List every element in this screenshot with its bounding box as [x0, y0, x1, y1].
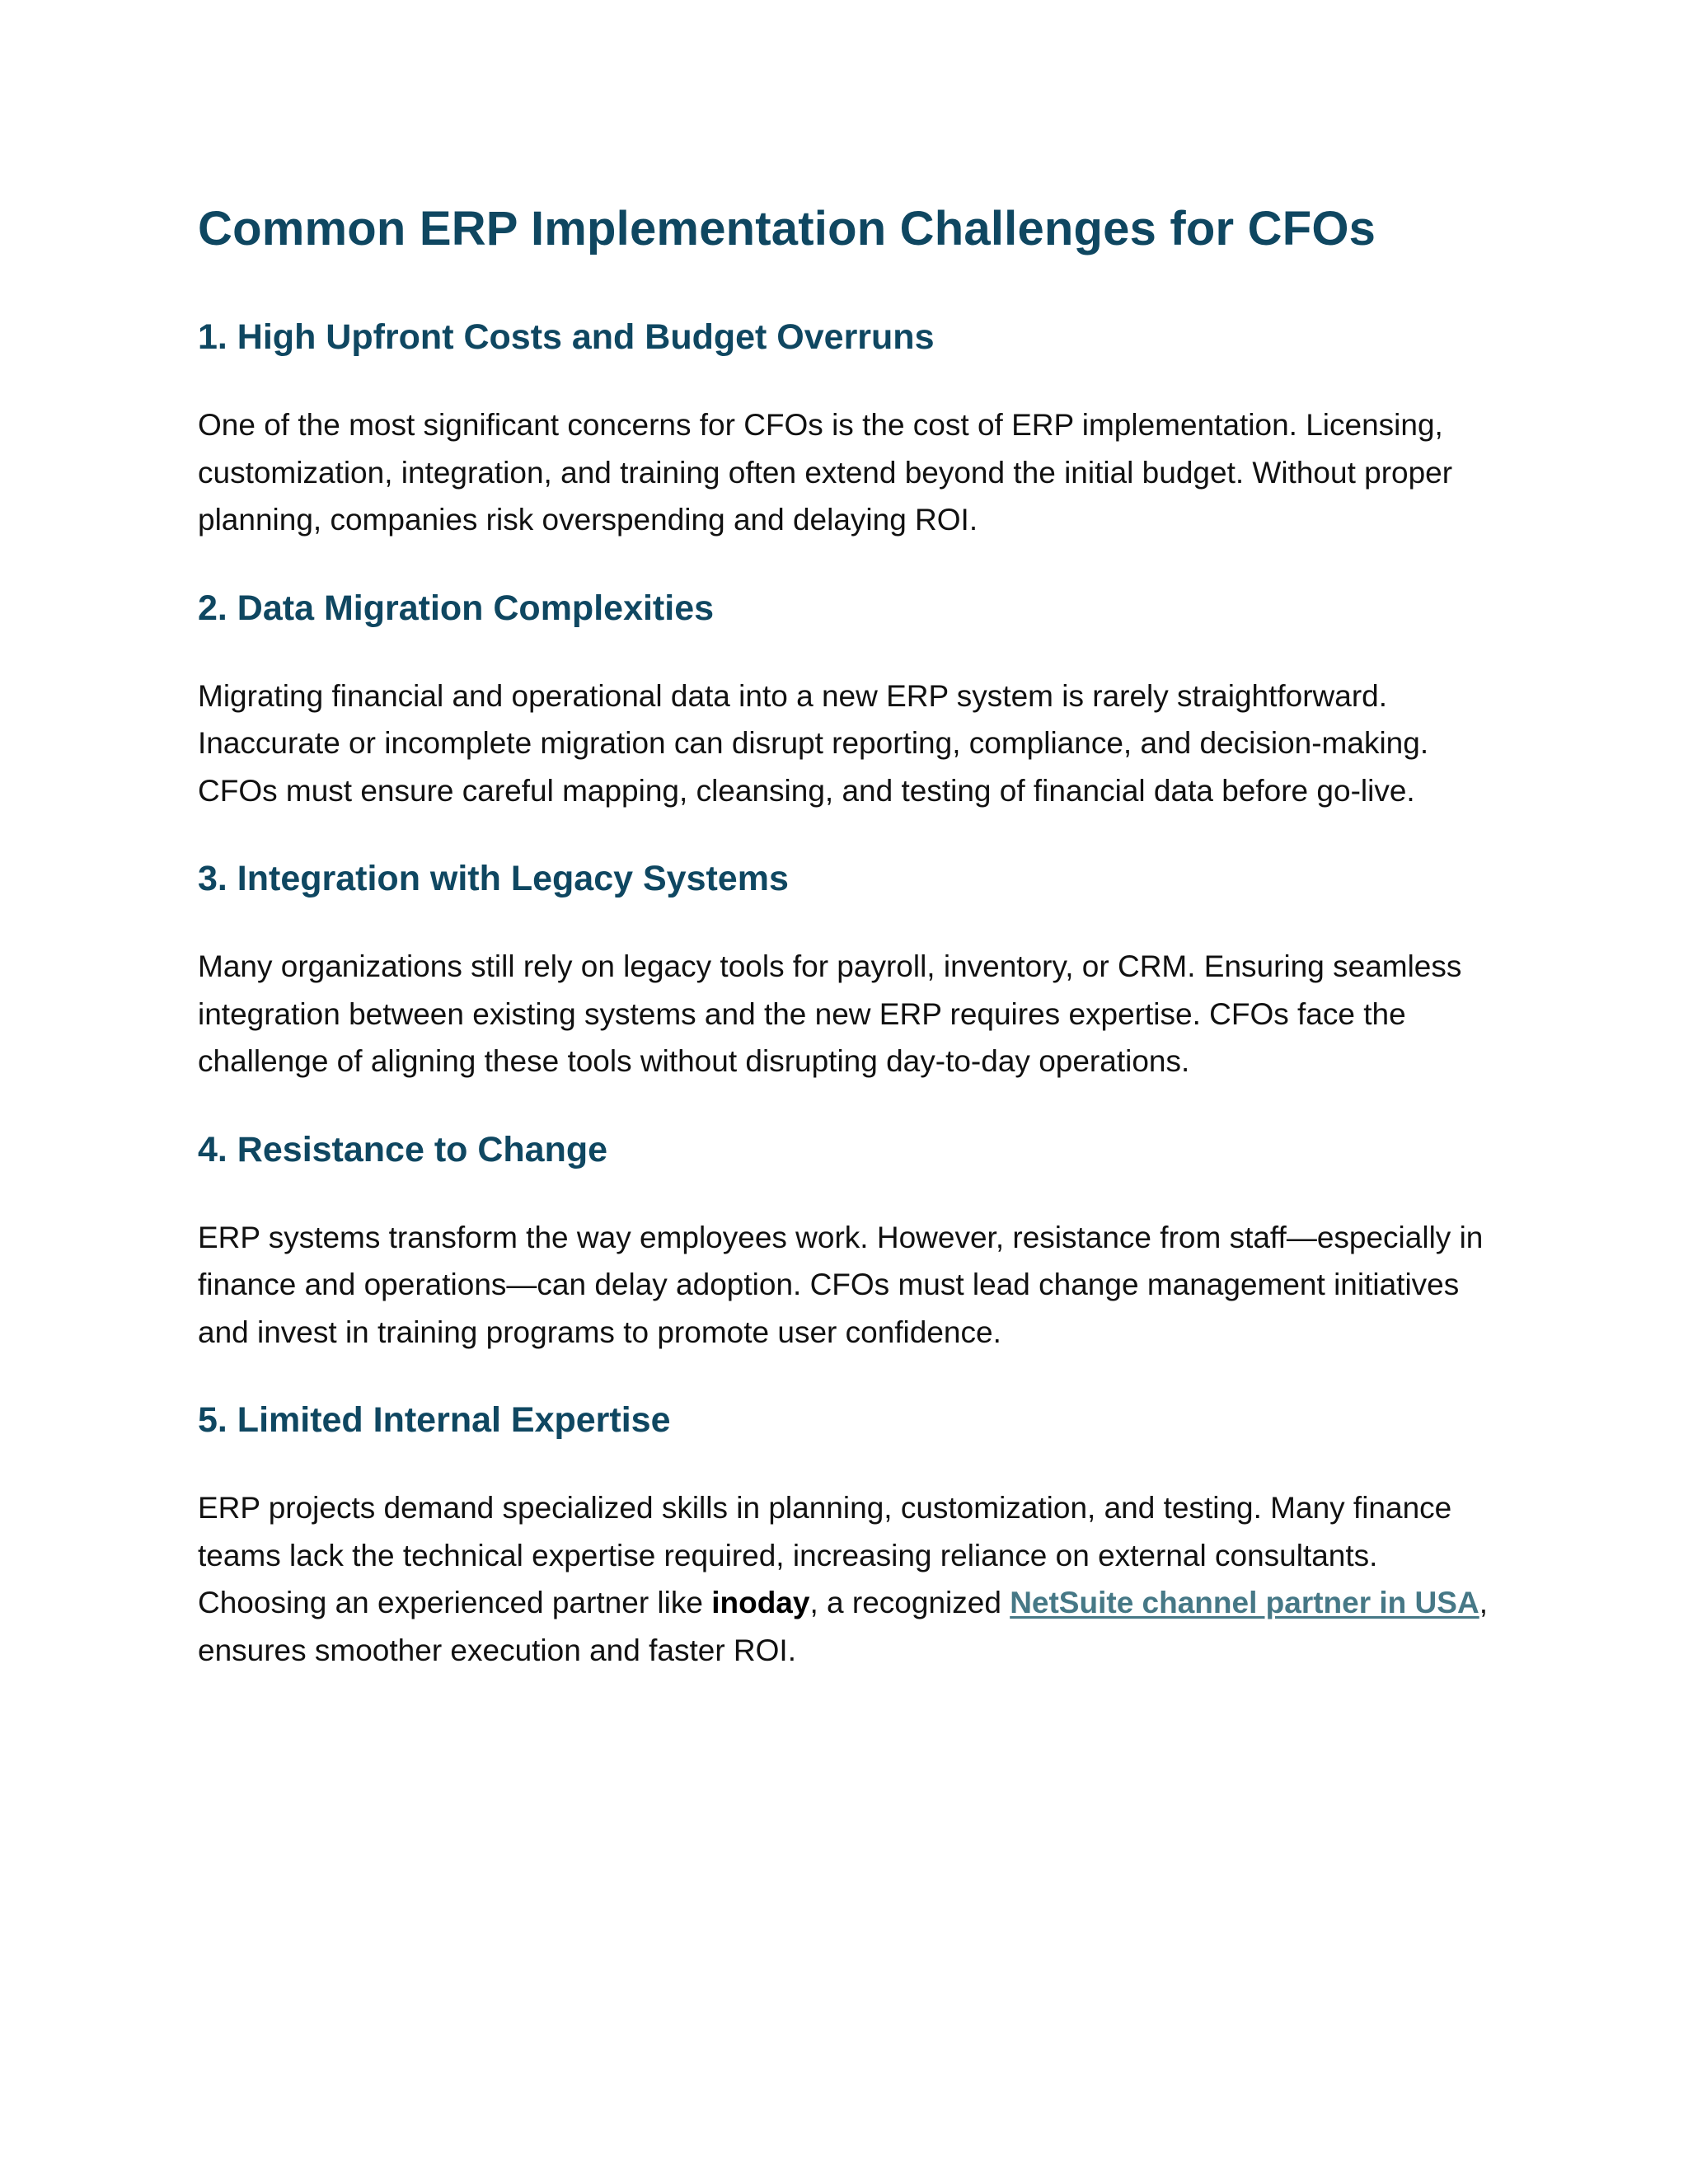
section-paragraph: One of the most significant concerns for CFOs is the cost of ERP implementation. Licensing, customization, integration, and training often extend beyond the initial budget. Without proper planning, companies risk overspending and delaying ROI.	[198, 408, 1453, 537]
section-heading: 5. Limited Internal Expertise	[198, 1400, 671, 1440]
section-heading: 1. High Upfront Costs and Budget Overruns	[198, 317, 935, 357]
section-heading: 4. Resistance to Change	[198, 1129, 608, 1169]
paragraph-text-middle: , a recognized	[809, 1586, 1010, 1619]
document-content	[198, 198, 1500, 1715]
paragraph-text-before: ERP projects demand specialized skills in planning, customization, and testing. Many finance teams lack the technical expertise required, increasing reliance on external consultants. Choosing an experienced partner like	[198, 1491, 1452, 1619]
company-name-bold: inoday	[711, 1586, 810, 1619]
section-heading: 3. Integration with Legacy Systems	[198, 859, 789, 898]
paragraph-text-after: , ensures smoother execution and faster ROI.	[198, 1586, 1488, 1667]
section-budget	[198, 314, 1500, 544]
section-paragraph: Many organizations still rely on legacy tools for payroll, inventory, or CRM. Ensuring seamless integration between existing systems and the new ERP requires expertise. CFOs face the challenge of aligning these tools without disrupting day-to-day operations.	[198, 949, 1462, 1078]
section-internal-expertise	[198, 1397, 1500, 1674]
section-legacy-integration	[198, 855, 1500, 1085]
section-paragraph: ERP systems transform the way employees work. However, resistance from staff—especially in finance and operations—can delay adoption. CFOs must lead change management initiatives and invest in training programs to promote user confidence.	[198, 1220, 1484, 1349]
section-paragraph	[198, 1484, 1500, 1674]
section-data-migration	[198, 585, 1500, 815]
section-heading: 2. Data Migration Complexities	[198, 588, 715, 628]
section-paragraph: Migrating financial and operational data into a new ERP system is rarely straightforward. Inaccurate or incomplete migration can disrupt reporting, compliance, and decision-making. CFOs must ensure careful mapping, cleansing, and testing of financial data before go-live.	[198, 678, 1429, 808]
document-title: Common ERP Implementation Challenges for CFOs	[198, 202, 1376, 255]
section-resistance-to-change	[198, 1127, 1500, 1357]
netsuite-partner-link[interactable]: NetSuite channel partner in USA	[1010, 1586, 1479, 1619]
